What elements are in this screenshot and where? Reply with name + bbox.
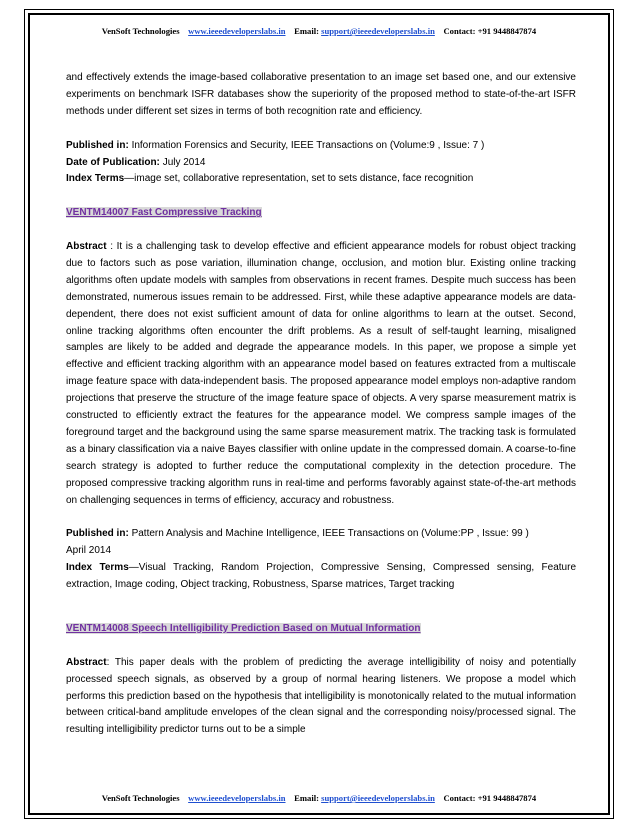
paper2-heading <box>66 621 576 638</box>
paper2-abstract <box>66 655 576 740</box>
page-header <box>28 26 610 36</box>
index-terms-value: —image set, collaborative representation, set to sets distance, face recognition <box>124 173 474 185</box>
published-label: Published in: <box>66 528 129 540</box>
published-label: Published in: <box>66 139 129 151</box>
abstract-label: Abstract <box>66 656 107 668</box>
header-email-link[interactable]: support@ieeedeveloperslabs.in <box>321 26 435 36</box>
date-value: July 2014 <box>162 156 206 168</box>
footer-contact: Contact: +91 9448847874 <box>443 793 537 803</box>
header-website-link[interactable]: www.ieeedeveloperslabs.in <box>188 26 286 36</box>
page-footer <box>28 793 610 803</box>
paper1-date: April 2014 <box>66 545 112 557</box>
paper1-index-terms <box>66 560 576 594</box>
paper1-heading <box>66 205 576 222</box>
header-company: VenSoft Technologies <box>101 26 180 36</box>
document-body <box>66 70 576 739</box>
index-terms-label: Index Terms <box>66 173 125 185</box>
paper1-title: VENTM14007 Fast Compressive Tracking <box>66 207 262 219</box>
footer-website-link[interactable]: www.ieeedeveloperslabs.in <box>188 793 286 803</box>
abstract-text: : This paper deals with the problem of predicting the average intelligibility of noisy and potentially processed speech signals, as observed by a group of normal hearing listeners. We propose a model which performs this prediction based on the hypothesis that intelligibility is monotonically related to the mutual information between critical-band amplitude envelopes of the clean signal and the corresponding noisy/processed signal. The resulting intelligibility predictor turns out to be a simple <box>66 656 576 736</box>
date-label: Date of Publication: <box>66 156 160 168</box>
paper2-title: VENTM14008 Speech Intelligibility Prediction Based on Mutual Information <box>66 622 421 634</box>
published-value: Information Forensics and Security, IEEE Transactions on (Volume:9 , Issue: 7 ) <box>131 139 485 151</box>
intro-paragraph: and effectively extends the image-based collaborative presentation to an image set based one, and our extensive experiments on benchmark ISFR databases show the superiority of the proposed method to state-of-the-art ISFR methods under different set sizes in terms of both recognition rate and efficiency. <box>66 72 576 117</box>
index-terms-label: Index Terms <box>66 562 129 574</box>
footer-company: VenSoft Technologies <box>101 793 180 803</box>
index-terms-value: —Visual Tracking, Random Projection, Compressive Sensing, Compressed sensing, Feature extraction, Image coding, Object tracking, Robustness, Sparse matrices, Target tracking <box>66 562 577 591</box>
footer-email-label: Email: <box>294 793 319 803</box>
header-email-label: Email: <box>294 26 319 36</box>
header-contact: Contact: +91 9448847874 <box>443 26 537 36</box>
footer-email-link[interactable]: support@ieeedeveloperslabs.in <box>321 793 435 803</box>
intro-index-terms <box>66 171 576 188</box>
published-value: Pattern Analysis and Machine Intelligence, IEEE Transactions on (Volume:PP , Issue: 99 ) <box>131 528 529 540</box>
abstract-text: : It is a challenging task to develop effective and efficient appearance models for robust object tracking due to factors such as pose variation, illumination change, occlusion, and motion blur. Existing online tracking algorithms often update models with samples from observations in recent frames. Despite much success has been demonstrated, numerous issues remain to be addressed. First, while these adaptive appearance models are data-dependent, there does not exist sufficient amount of data for online algorithms to learn at the outset. Second, online tracking algorithms often encounter the drift problems. As a result of self-taught learning, misaligned samples are likely to be added and degrade the appearance models. In this paper, we propose a simple yet effective and efficient tracking algorithm with an appearance model based on features extracted from a multiscale image feature space with data-independent basis. The proposed appearance model employs non-adaptive random projections that preserve the structure of the image feature space of objects. A very sparse measurement matrix is constructed to efficiently extract the features for the appearance model. We compress sample images of the foreground target and the background using the same sparse measurement matrix. The tracking task is formulated as a binary classification via a naive Bayes classifier with online update in the compressed domain. A coarse-to-fine search strategy is adopted to further reduce the computational complexity in the detection procedure. The proposed compressive tracking algorithm runs in real-time and performs favorably against state-of-the-art methods on challenging sequences in terms of efficiency, accuracy and robustness. <box>66 241 576 506</box>
intro-date <box>66 155 576 172</box>
abstract-label: Abstract <box>66 241 107 253</box>
paper1-published <box>66 526 576 543</box>
paper1-abstract <box>66 239 576 510</box>
intro-published <box>66 138 576 155</box>
